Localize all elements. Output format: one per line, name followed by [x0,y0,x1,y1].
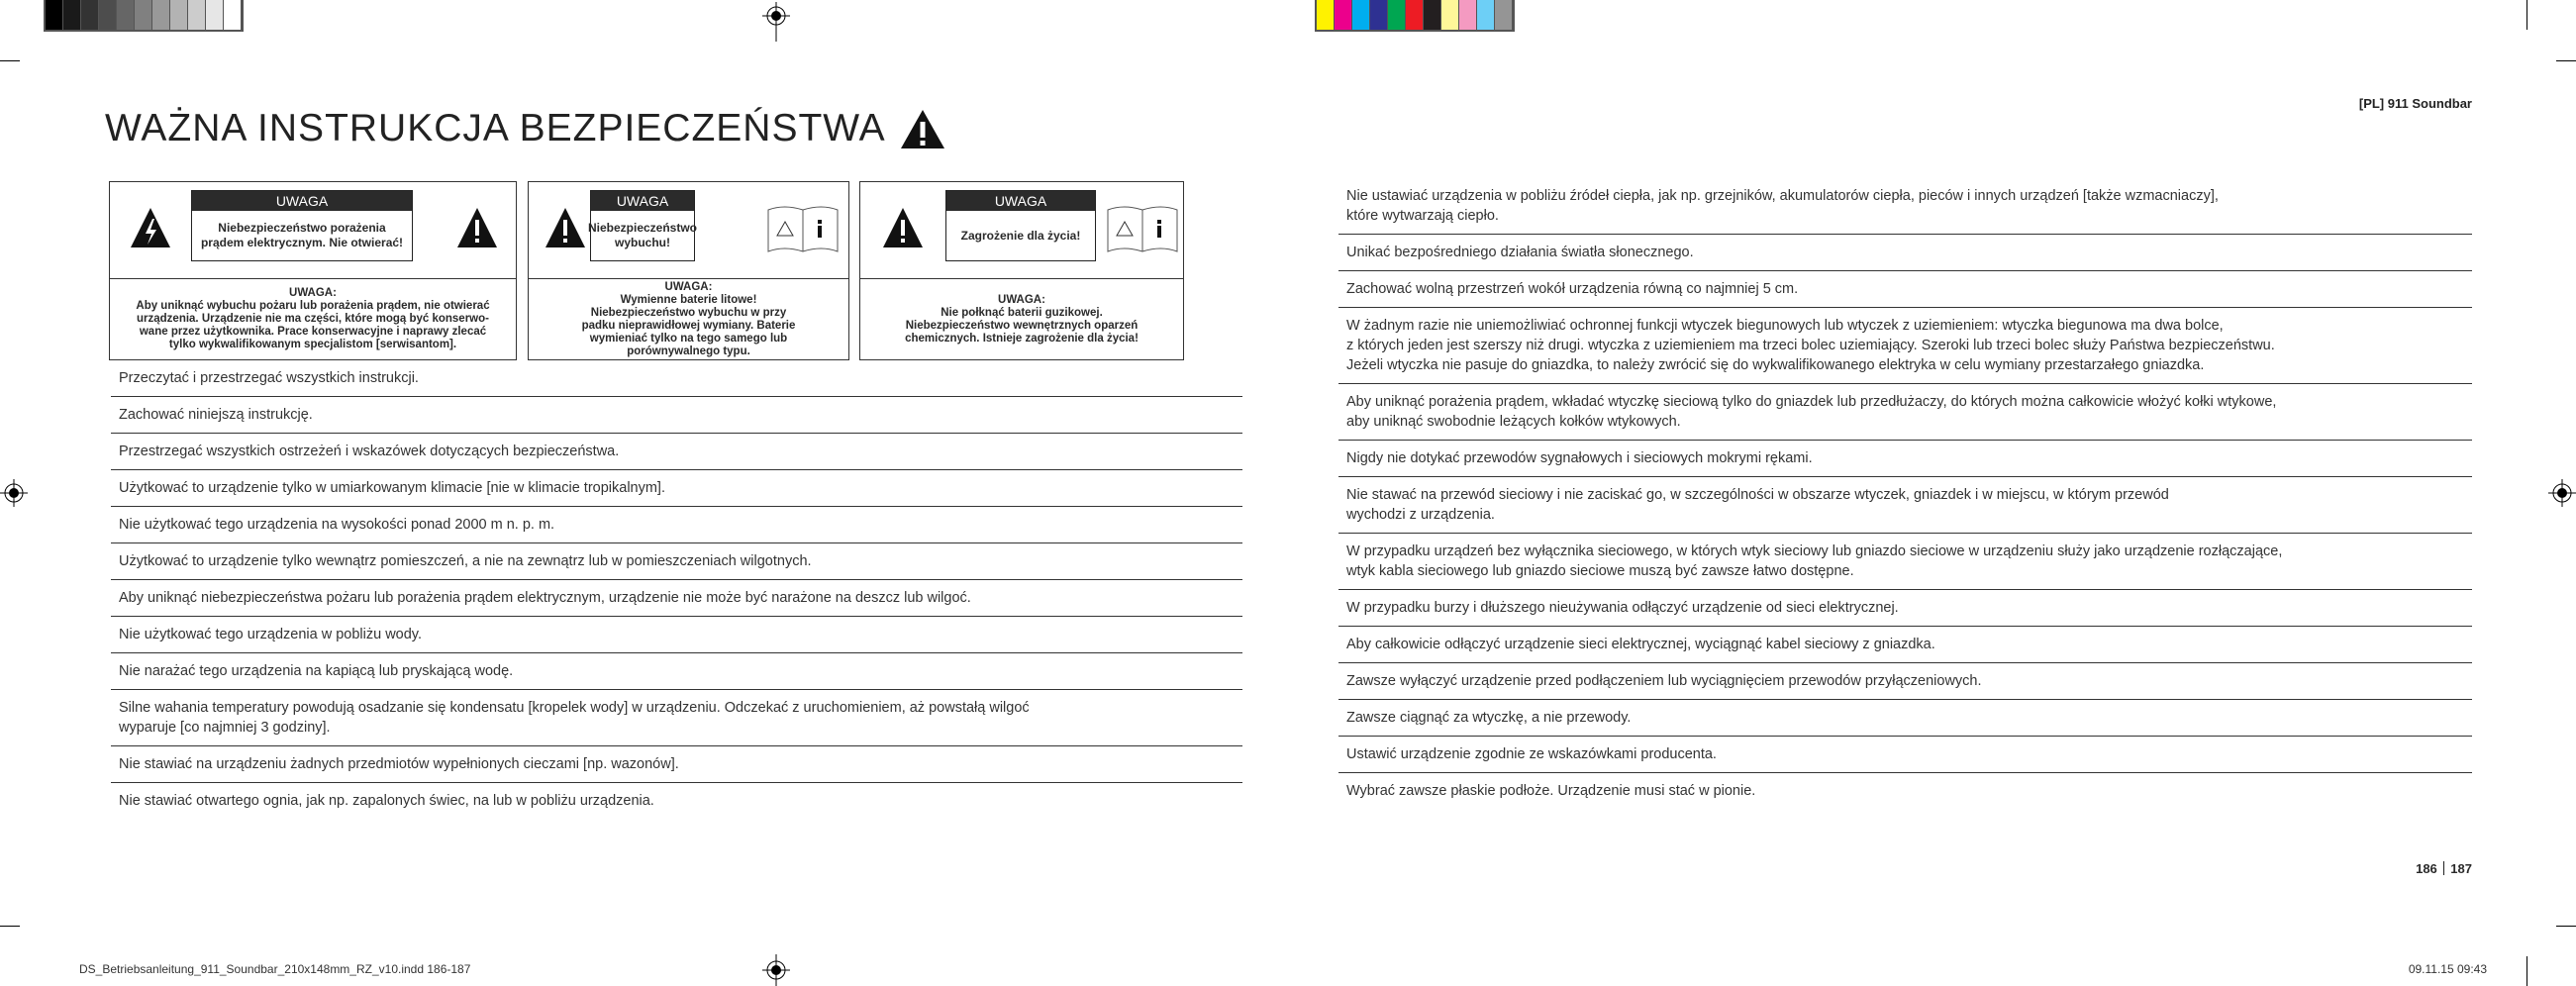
safety-instruction-item: Nie użytkować tego urządzenia w pobliżu wody. [111,617,1242,653]
safety-instruction-item: Ustawić urządzenie zgodnie ze wskazówkami producenta. [1338,737,2472,773]
caption-line: Wymienne baterie litowe! [620,293,757,306]
color-swatch [63,0,81,30]
safety-instruction-item: Użytkować to urządzenie tylko w umiarkowanym klimacie [nie w klimacie tropikalnym]. [111,470,1242,507]
safety-instruction-item: Przeczytać i przestrzegać wszystkich instrukcji. [111,360,1242,397]
left-safety-list [111,360,1242,819]
page-number-right: 187 [2450,861,2472,876]
exclamation-warning-icon [456,207,498,248]
caption-line: Niebezpieczeństwo wewnętrznych oparzeń [905,319,1139,332]
color-swatch [1388,0,1406,30]
caption-line: padku nieprawidłowej wymiany. Baterie [581,319,796,332]
exclamation-warning-icon [545,207,586,248]
page-number-left: 186 [2416,861,2437,876]
lightning-warning-icon [130,207,171,248]
color-swatch [170,0,188,30]
color-swatch [224,0,242,30]
color-swatch [1459,0,1477,30]
page-title-text: WAŻNA INSTRUKCJA BEZPIECZEŃSTWA [105,107,886,149]
safety-instruction-item: Nie stawiać na urządzeniu żadnych przedmiotów wypełnionych cieczami [np. wazonów]. [111,746,1242,783]
safety-instruction-item: Nie stawać na przewód sieciowy i nie zaciskać go, w szczególności w obszarze wtyczek, gniazdek i w miejscu, w którym przewód wychodzi z urządzenia. [1338,477,2472,534]
color-swatch [1370,0,1388,30]
safety-instruction-item: W przypadku urządzeń bez wyłącznika sieciowego, w których wtyk sieciowy lub gniazdo sieciowe w urządzeniu służy jako urządzenie rozłączające, wtyk kabla sieciowego lub gniazdo sieciowe muszą być zawsze łatwo dostępne. [1338,534,2472,590]
safety-instruction-item: Wybrać zawsze płaskie podłoże. Urządzenie musi stać w pionie. [1346,783,1756,799]
safety-instruction-item: Nigdy nie dotykać przewodów sygnałowych i sieciowych mokrymi rękami. [1338,441,2472,477]
warning-label-text: Zagrożenie dla życia! [960,228,1081,243]
caption-line: wane przez użytkownika. Prace konserwacyjne i naprawy zlecać [139,326,487,338]
safety-instruction-item: Użytkować to urządzenie tylko wewnątrz pomieszczeń, a nie na zewnątrz lub w pomieszczeniach wilgotnych. [111,543,1242,580]
safety-instruction-item: Zawsze wyłączyć urządzenie przed podłączeniem lub wyciągnięciem przewodów przyłączeniowych. [1338,663,2472,700]
color-swatch [188,0,206,30]
right-safety-list [1338,178,2472,809]
color-swatch [81,0,99,30]
registration-mark-icon [2548,479,2576,507]
crop-mark [2556,926,2576,927]
warning-triangle-icon [900,108,945,149]
color-swatch [1477,0,1495,30]
caption-line: tylko wykwalifikowanym specjalistom [serwisantom]. [168,339,457,350]
crop-mark [0,60,20,61]
warning-label-text: Niebezpieczeństwo porażenia prądem elektrycznym. Nie otwierać! [200,221,404,249]
color-swatch [1335,0,1352,30]
footer-filename: DS_Betriebsanleitung_911_Soundbar_210x148mm_RZ_v10.indd 186-187 [79,962,471,976]
read-manual-icon [1106,204,1179,255]
caption-line: Nie połknąć baterii guzikowej. [941,306,1103,319]
warning-label-header: UWAGA [192,191,412,211]
crop-mark [2526,0,2527,30]
safety-instruction-item: W żadnym razie nie uniemożliwiać ochronnej funkcji wtyczek biegunowych lub wtyczek z uziemieniem: wtyczka biegunowa ma dwa bolce, z których jeden jest szerszy niż drugi. wtyczka z uziemieniem ma trzeci bolec uziemiający. Szeroki lub trzeci bolec służy Państwa bezpieczeństwu. Jeżeli wtyczka nie pasuje do gniazdka, to należy zwrócić się do wykwalifikowanego elektryka w celu wymiany przestarzałego gniazdka. [1338,308,2472,384]
registration-mark-icon [0,479,28,507]
safety-instruction-item: Zachować wolną przestrzeń wokół urządzenia równą co najmniej 5 cm. [1338,271,2472,308]
safety-instruction-item: Aby całkowicie odłączyć urządzenie sieci elektrycznej, wyciągnąć kabel sieciowy z gniazdka. [1338,627,2472,663]
safety-instruction-item: Aby uniknąć porażenia prądem, wkładać wtyczkę sieciową tylko do gniazdek lub przedłużaczy, do których można całkowicie włożyć kołki wtykowe, aby uniknąć swobodnie leżących kołków wtykowych. [1338,384,2472,441]
color-swatch [1406,0,1424,30]
crop-mark [0,926,20,927]
safety-instruction-item: Nie narażać tego urządzenia na kapiącą lub pryskającą wodę. [111,653,1242,690]
registration-mark-icon [762,2,790,42]
color-swatch [1424,0,1441,30]
safety-instruction-item: Nie ustawiać urządzenia w pobliżu źródeł ciepła, jak np. grzejników, akumulatorów ciepła, pieców i innych urządzeń [także wzmacniaczy], które wytwarzają ciepło. [1338,178,2472,235]
warning-caption [110,279,516,359]
warning-box-electric-shock [109,181,517,360]
warning-label [587,190,698,261]
safety-instruction-item: Przestrzegać wszystkich ostrzeżeń i wskazówek dotyczących bezpieczeństwa. [111,434,1242,470]
warning-caption [860,279,1183,359]
crop-mark [2526,956,2527,986]
crop-mark [2556,60,2576,61]
read-manual-icon [766,204,840,255]
safety-instruction-item: Silne wahania temperatury powodują osadzanie się kondensatu [kropelek wody] w urządzeniu. Odczekać z uruchomieniem, aż powstałą wilgoć wyparuje [co najmniej 3 godziny]. [111,690,1242,746]
safety-instruction-item: Zachować niniejszą instrukcję. [111,397,1242,434]
color-swatch [46,0,63,30]
warning-box-explosion [528,181,849,360]
warning-label-text: Niebezpieczeństwo wybuchu! [587,221,698,249]
page-title [105,107,945,150]
warning-caption [529,279,848,359]
safety-instruction-item: W przypadku burzy i dłuższego nieużywania odłączyć urządzenie od sieci elektrycznej. [1338,590,2472,627]
color-swatch [1495,0,1513,30]
caption-title: UWAGA: [998,293,1045,306]
caption-line: Aby uniknąć wybuchu pożaru lub porażenia prądem, nie otwierać [136,300,490,312]
color-swatch [1317,0,1335,30]
color-swatch [117,0,135,30]
color-swatch [135,0,152,30]
page-numbers [2416,861,2472,876]
caption-line: urządzenia. Urządzenie nie ma części, które mogą być konserwo- [137,313,489,325]
warning-label [191,190,413,261]
color-swatch [152,0,170,30]
caption-line: wymieniać tylko na tego samego lub [589,332,788,345]
product-label: [PL] 911 Soundbar [2358,96,2472,111]
color-swatch [99,0,117,30]
safety-instruction-item: Zawsze ciągnąć za wtyczkę, a nie przewody. [1338,700,2472,737]
caption-line: porównywalnego typu. [627,345,750,357]
warning-label [945,190,1096,261]
safety-instruction-item: Aby uniknąć niebezpieczeństwa pożaru lub porażenia prądem elektrycznym, urządzenie nie może być narażone na deszcz lub wilgoć. [111,580,1242,617]
gray-color-bar [44,0,244,32]
caption-title: UWAGA: [664,280,713,293]
color-swatch [1352,0,1370,30]
safety-instruction-item: Unikać bezpośredniego działania światła słonecznego. [1338,235,2472,271]
color-swatch [206,0,224,30]
registration-mark-icon [762,954,790,986]
warning-box-button-battery [859,181,1184,360]
warning-label-header: UWAGA [591,191,694,211]
exclamation-warning-icon [882,207,924,248]
color-swatch [1441,0,1459,30]
caption-line: chemicznych. Istnieje zagrożenie dla życia! [905,332,1139,345]
caption-line: Niebezpieczeństwo wybuchu w przy [590,306,787,319]
caption-title: UWAGA: [289,287,337,299]
process-color-bar [1315,0,1515,32]
footer-date: 09.11.15 09:43 [2408,962,2487,976]
safety-instruction-item: Nie użytkować tego urządzenia na wysokości ponad 2000 m n. p. m. [111,507,1242,543]
safety-instruction-item: Nie stawiać otwartego ognia, jak np. zapalonych świec, na lub w pobliżu urządzenia. [119,793,654,809]
warning-label-header: UWAGA [946,191,1095,211]
